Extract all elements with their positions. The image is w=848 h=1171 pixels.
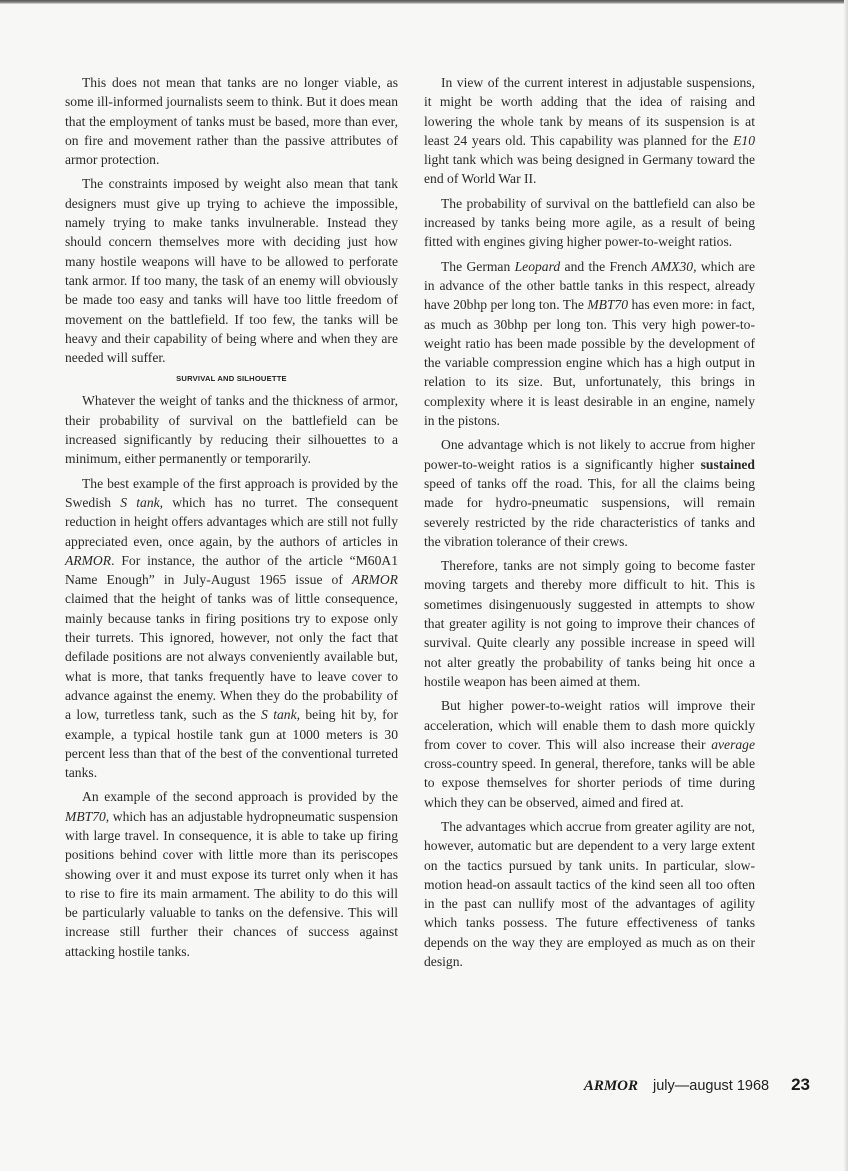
footer-magazine-name: ARMOR <box>583 1078 638 1094</box>
paragraph <box>424 73 755 189</box>
paragraph <box>424 435 755 551</box>
right-column <box>424 73 755 976</box>
left-column <box>65 73 398 966</box>
italic-term: S tank, <box>120 494 164 510</box>
paragraph: Therefore, tanks are not simply going to become faster moving targets and thereby more difficult to hit. This is sometimes disingenuously suggested in attempts to show that greater agility is not going to improve their chances of survival. Quite clearly any possible increase in speed will not alter greatly the probability of tanks being hit once a hostile weapon has been aimed at them. <box>424 558 755 689</box>
paragraph <box>424 257 755 431</box>
footer-issue-date: july—august 1968 <box>653 1078 770 1094</box>
paragraph: This does not mean that tanks are no longer viable, as some ill-informed journalists seem to think. But it does mean that the employment of tanks must be based, more than ever, on fire and movement rather than the passive attributes of armor protection. <box>65 75 399 168</box>
paragraph: Whatever the weight of tanks and the thickness of armor, their probability of survival on the battlefield can be increased significantly by reducing their silhouettes to a minimum, either permanently or temporarily. <box>65 393 398 467</box>
page-right-edge <box>844 0 848 1171</box>
text-run: The best example of the first approach is provided by the Swedish <box>65 475 398 510</box>
page-number: 23 <box>791 1075 810 1094</box>
text-run: The German <box>441 258 515 274</box>
magazine-name-italic: ARMOR <box>65 552 112 568</box>
text-run: In view of the current interest in adjustable suspensions, it might be worth adding that the idea of raising and lowering the whole tank by means of its suspension is at least 24 years old. This capability was planned for the <box>424 75 755 148</box>
section-heading: SURVIVAL AND SILHOUETTE <box>176 374 287 384</box>
italic-term: MBT70, <box>65 808 110 824</box>
text-run: light tank which was being designed in Germany toward the end of World War II. <box>424 152 755 187</box>
bold-term: sustained <box>700 456 755 472</box>
page-footer <box>520 1075 810 1099</box>
text-run: cross-country speed. In general, therefore, tanks will be able to expose themselves for shorter periods of time during which they can be observed, aimed and fired at. <box>424 756 755 810</box>
page-top-edge <box>0 0 848 4</box>
text-run: speed of tanks off the road. This, for all the claims being made for hydro-pneumatic suspensions, will remain severely restricted by the ride characteristics of tanks and the vibration tolerance of their crews. <box>424 475 755 549</box>
text-run: being hit by, for example, a typical hostile tank gun at 1000 meters is 30 percent less than that of the best of the conventional turreted tanks. <box>65 707 399 781</box>
text-run: has even more: in fact, as much as 30bhp per long ton. This very high power-to-weight ratio has been made possible by the development of the variable compression engine which has a high output in relation to its size. But, unfortunately, this brings in complexity where it is least desirable in an engine, namely in the pistons. <box>424 297 755 429</box>
paragraph <box>65 787 398 961</box>
italic-term: MBT70 <box>587 297 629 313</box>
magazine-name-italic: ARMOR <box>351 572 398 588</box>
text-run: which has an adjustable hydropneumatic suspension with large travel. In consequence, it is able to take up firing positions behind cover with little more than its periscopes showing over it and must expose its turret only when it has to rise to fire its main armament. The ability to do this will be particularly valuable to tanks on the defensive. This will increase still further their chances of success against attacking hostile tanks. <box>65 808 398 959</box>
italic-term: AMX30, <box>651 258 697 274</box>
paragraph: The probability of survival on the battlefield can also be increased by tanks being more agile, as a result of being fitted with engines giving higher power-to-weight ratios. <box>424 195 755 250</box>
paragraph <box>424 696 755 812</box>
paragraph <box>65 474 398 783</box>
text-run: An example of the second approach is provided by the <box>82 789 398 805</box>
text-run: One advantage which is not likely to accrue from higher power-to-weight ratios is a significantly higher <box>424 437 755 472</box>
italic-term: S tank, <box>261 707 301 723</box>
italic-term: E10 <box>733 132 755 148</box>
text-run: . For instance, the author of the article “M60A1 Name Enough” in July-August 1965 issue of <box>65 552 398 588</box>
italic-term: Leopard <box>514 258 561 274</box>
paragraph: The advantages which accrue from greater agility are not, however, automatic but are dependent to a very large extent on the tactics pursued by tank units. In particular, slow-motion head-on assault tactics of the kind seen all too often in the past can nullify most of the advantages of agility which tanks possess. The future effectiveness of tanks depends on the way they are employed as much as on their design. <box>424 818 755 970</box>
paragraph: The constraints imposed by weight also mean that tank designers must give up trying to achieve the impossible, namely trying to make tanks invulnerable. Instead they should concern themselves more with deciding just how many hostile weapons will have to be allowed to perforate tank armor. If too many, the task of an enemy will obviously be made too easy and tanks will have too little freedom of movement on the battlefield. If too few, the tanks will be heavy and their capability of being where and when they are needed will suffer. <box>65 176 398 366</box>
text-run: which has no turret. The consequent reduction in height offers advantages which are still not fully appreciated even, once again, by the authors of articles in <box>65 494 398 549</box>
text-run: which are in advance of the other battle tanks in this respect, already have 20bhp per long ton. The <box>424 258 755 313</box>
text-run: and the French <box>560 258 652 274</box>
text-run: But higher power-to-weight ratios will improve their acceleration, which will enable them to dash more quickly from cover to cover. This will also increase their <box>424 698 755 752</box>
text-run: claimed that the height of tanks was of little consequence, mainly because tanks in firing positions try to expose only their turrets. This ignored, however, not only the fact that defilade positions are not always conveniently available but, what is more, that tanks frequently have to leave cover to advance against the enemy. When they do the probability of a low, turretless tank, such as the <box>65 591 398 723</box>
italic-term: average <box>711 736 755 752</box>
